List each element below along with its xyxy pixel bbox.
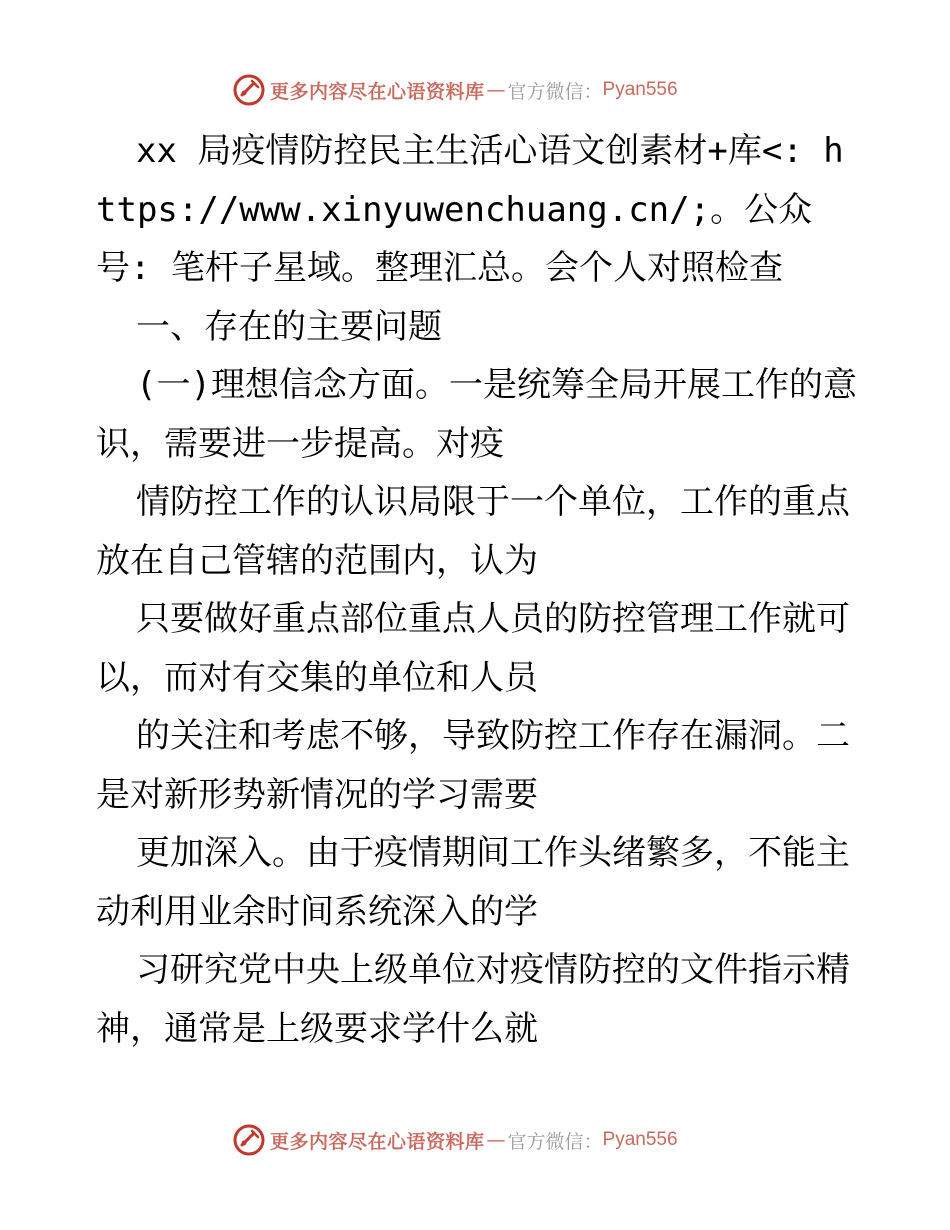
watermark-footer <box>232 1120 678 1160</box>
document-paragraph: (一)理想信念方面。一是统筹全局开展工作的意识，需要进一步提高。对疫 <box>96 365 857 464</box>
watermark-separator: — <box>486 1129 506 1151</box>
brand-logo-icon <box>232 1123 266 1157</box>
document-paragraph: xx 局疫情防控民主生活心语文创素材+库<: https://www.xinyuwenchuang.cn/;。公众号: 笔杆子星域。整理汇总。会个人对照检查 <box>96 131 844 288</box>
watermark-wechat-id: Pyan556 <box>602 1129 678 1150</box>
watermark-wechat-id: Pyan556 <box>602 79 678 100</box>
document-paragraph: 更加深入。由于疫情期间工作头绪繁多，不能主动利用业余时间系统深入的学 <box>96 833 850 932</box>
watermark-wechat-label: 官方微信： <box>507 80 603 103</box>
watermark-brand-text: 更多内容尽在心语资料库 <box>270 80 485 103</box>
watermark-brand-text: 更多内容尽在心语资料库 <box>270 1130 485 1153</box>
watermark-separator: — <box>486 79 506 101</box>
document-paragraph: 情防控工作的认识局限于一个单位，工作的重点放在自己管辖的范围内，认为 <box>96 482 850 581</box>
document-paragraph: 只要做好重点部位重点人员的防控管理工作就可以，而对有交集的单位和人员 <box>96 599 850 698</box>
section-heading: 一、存在的主要问题 <box>136 306 442 347</box>
brand-logo-icon <box>232 73 266 107</box>
watermark-wechat-label: 官方微信： <box>507 1130 603 1153</box>
document-paragraph: 习研究党中央上级单位对疫情防控的文件指示精神，通常是上级要求学什么就 <box>96 950 850 1049</box>
document-body <box>96 122 861 1058</box>
watermark-header <box>232 70 678 110</box>
document-paragraph: 的关注和考虑不够，导致防控工作存在漏洞。二是对新形势新情况的学习需要 <box>96 716 850 815</box>
